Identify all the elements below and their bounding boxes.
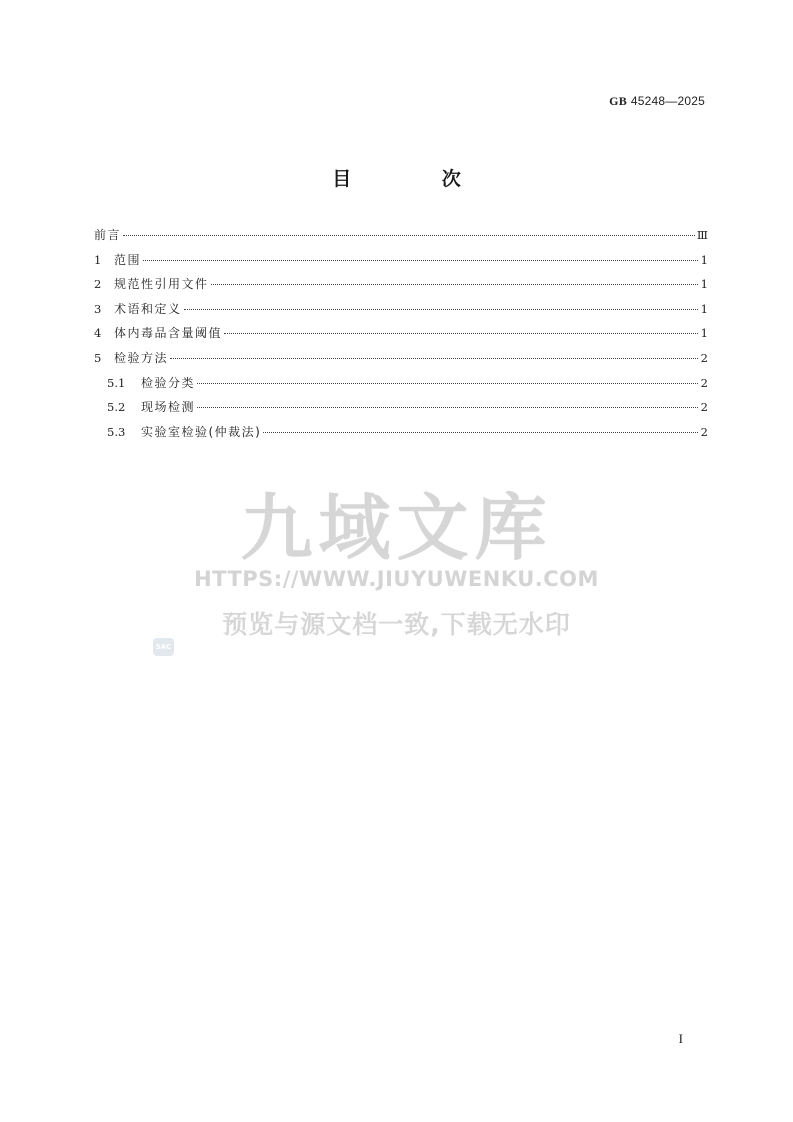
page-number: I [678, 1031, 683, 1046]
toc-leader-dots [143, 260, 698, 261]
toc-entry-title: 现场检测 [141, 400, 196, 415]
toc-entry-number: 4 [94, 326, 102, 341]
toc-leader-dots [224, 333, 698, 334]
toc-leader-dots [197, 383, 698, 384]
toc-entry-number: 5.2 [107, 400, 126, 415]
toc-entry-title: 术语和定义 [114, 301, 182, 316]
toc-entry-number: 3 [94, 301, 102, 316]
toc-entry-page: 1 [700, 326, 708, 341]
toc-entry-laboratory-testing[interactable] [94, 423, 708, 448]
toc-entry-number: 5.1 [107, 375, 126, 390]
toc-entry-threshold[interactable] [94, 324, 708, 349]
watermark-logo-text: 九域文库 [240, 486, 553, 570]
toc-entry-number: 5 [94, 350, 102, 365]
sac-logo-icon: SAC [153, 638, 174, 656]
table-of-contents [94, 226, 708, 447]
toc-leader-dots [211, 284, 698, 285]
toc-entry-normative-references[interactable] [94, 275, 708, 300]
toc-entry-title: 体内毒品含量阈值 [114, 326, 223, 341]
toc-entry-title: 检验方法 [114, 350, 169, 365]
toc-entry-title: 实验室检验(仲裁法) [141, 424, 262, 439]
toc-leader-dots [197, 407, 698, 408]
toc-entry-field-testing[interactable] [94, 398, 708, 423]
toc-entry-page: 1 [700, 277, 708, 292]
standard-number: 45248—2025 [630, 94, 705, 108]
toc-entry-title: 检验分类 [141, 375, 196, 390]
watermark-url: HTTPS://WWW.JIUYUWENKU.COM [194, 567, 599, 591]
toc-entry-number: 2 [94, 277, 102, 292]
toc-entry-page: 2 [700, 350, 708, 365]
toc-entry-scope[interactable] [94, 251, 708, 276]
toc-entry-title: 前言 [94, 228, 122, 242]
toc-entry-number: 5.3 [107, 424, 126, 439]
standard-prefix: GB [609, 94, 627, 108]
watermark-slogan: 预览与源文档一致,下载无水印 [222, 610, 571, 639]
toc-entry-page: Ⅲ [696, 228, 708, 242]
toc-leader-dots [123, 235, 695, 236]
toc-entry-number: 1 [94, 252, 102, 267]
toc-entry-test-classification[interactable] [94, 374, 708, 399]
toc-leader-dots [170, 358, 698, 359]
toc-entry-title: 范围 [114, 252, 142, 267]
toc-entry-page: 2 [700, 400, 708, 415]
toc-entry-page: 1 [700, 301, 708, 316]
toc-entry-page: 1 [700, 252, 708, 267]
toc-entry-terms-definitions[interactable] [94, 300, 708, 325]
toc-entry-title: 规范性引用文件 [114, 277, 209, 292]
standard-code [609, 94, 705, 109]
toc-entry-page: 2 [700, 375, 708, 390]
toc-entry-foreword[interactable] [94, 226, 708, 251]
page-title: 目 次 [332, 168, 503, 190]
toc-entry-page: 2 [700, 424, 708, 439]
toc-entry-test-methods[interactable] [94, 349, 708, 374]
toc-leader-dots [263, 432, 698, 433]
toc-leader-dots [184, 309, 698, 310]
